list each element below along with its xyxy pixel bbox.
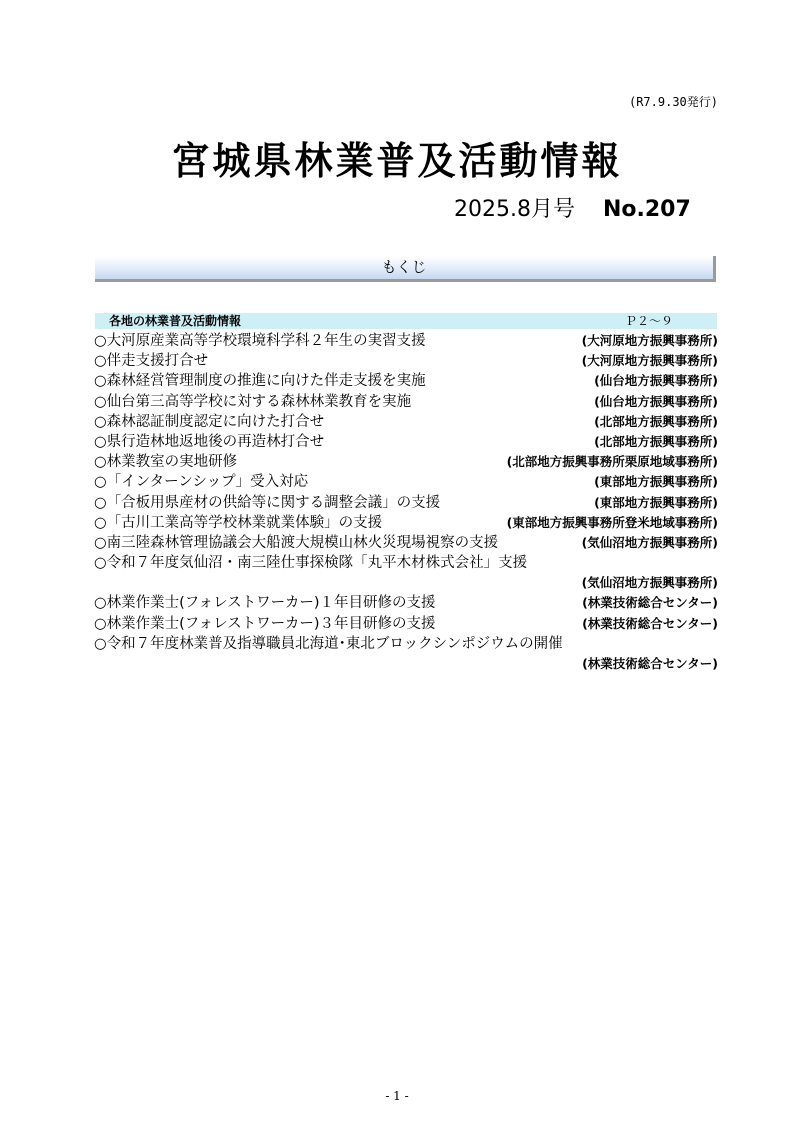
toc-entry-title: ○令和７年度林業普及指導職員北海道･東北ブロックシンポジウムの開催 bbox=[94, 635, 563, 652]
section-label: 各地の林業普及活動情報 bbox=[109, 314, 242, 328]
toc-entry-office: (北部地方振興事務所) bbox=[594, 413, 718, 429]
toc-entry-title: ○「合板用県産材の供給等に関する調整会議」の支援 bbox=[94, 494, 441, 511]
issue-line bbox=[454, 192, 691, 223]
page-number: - 1 - bbox=[385, 1089, 409, 1103]
toc-entry-title: ○林業教室の実地研修 bbox=[94, 454, 238, 471]
toc-entry[interactable] bbox=[94, 553, 720, 593]
toc-entry-office: (気仙沼地方振興事務所) bbox=[581, 534, 718, 550]
toc-entry-office: (林業技術総合センター) bbox=[582, 595, 718, 611]
toc-entry-title: ○森林認証制度認定に向けた打合せ bbox=[94, 413, 325, 430]
toc-entry[interactable] bbox=[94, 412, 720, 432]
toc-entry-office: (気仙沼地方振興事務所) bbox=[581, 575, 718, 591]
toc-entry-title: ○伴走支援打合せ bbox=[94, 353, 209, 370]
toc-entry-title: ○仙台第三高等学校に対する森林林業教育を実施 bbox=[94, 393, 412, 410]
toc-entry-title: ○南三陸森林管理協議会大船渡大規模山林火災現場視察の支援 bbox=[94, 534, 499, 551]
toc-entry[interactable] bbox=[94, 513, 720, 533]
toc-entry-office: (仙台地方振興事務所) bbox=[594, 393, 718, 409]
issue-date: (R7.9.30発行) bbox=[628, 95, 718, 109]
toc-entry-office: (大河原地方振興事務所) bbox=[581, 353, 718, 369]
toc-entry-title: ○大河原産業高等学校環境科学科２年生の実習支援 bbox=[94, 333, 426, 349]
toc-entry[interactable] bbox=[94, 351, 720, 371]
toc-entry[interactable] bbox=[94, 392, 720, 412]
toc-entry[interactable] bbox=[94, 371, 720, 391]
issue-number: No.207 bbox=[602, 197, 691, 222]
toc-entry-office: (林業技術総合センター) bbox=[582, 655, 718, 671]
toc-entry-title: ○林業作業士(フォレストワーカー)１年目研修の支援 bbox=[94, 595, 436, 612]
section-bar bbox=[95, 313, 717, 329]
toc-entry[interactable] bbox=[94, 614, 720, 634]
toc-entry-office: (北部地方振興事務所) bbox=[594, 433, 718, 449]
toc-entry-office: (東部地方振興事務所登米地域事務所) bbox=[506, 514, 718, 530]
toc-entry[interactable] bbox=[94, 533, 720, 553]
section-pages: Ｐ２～９ bbox=[625, 314, 674, 328]
toc-entry-office: (林業技術総合センター) bbox=[582, 615, 718, 631]
toc-entry[interactable] bbox=[94, 432, 720, 452]
toc-heading: もくじ bbox=[95, 256, 716, 282]
document-title: 宮城県林業普及活動情報 bbox=[171, 139, 623, 183]
toc-entry-title: ○森林経営管理制度の推進に向けた伴走支援を実施 bbox=[94, 373, 426, 390]
toc-entry-title: ○「インターンシップ」受入対応 bbox=[94, 474, 309, 491]
toc-entry-office: (東部地方振興事務所) bbox=[594, 494, 718, 510]
toc-entry-office: (大河原地方振興事務所) bbox=[581, 333, 718, 348]
toc-entry[interactable] bbox=[94, 493, 720, 513]
toc-entry-title: ○「古川工業高等学校林業就業体験」の支援 bbox=[94, 514, 383, 531]
toc-entry[interactable] bbox=[94, 634, 720, 674]
toc-entry-title: ○令和７年度気仙沼・南三陸仕事探検隊「丸平木材株式会社」支援 bbox=[94, 555, 528, 572]
toc-entry[interactable] bbox=[94, 472, 720, 492]
toc-entry[interactable] bbox=[94, 331, 720, 351]
toc-entry[interactable] bbox=[94, 593, 720, 613]
toc-entry-office: (北部地方振興事務所栗原地域事務所) bbox=[506, 454, 718, 470]
toc-entry-office: (仙台地方振興事務所) bbox=[594, 373, 718, 389]
issue-month: 2025.8月号 bbox=[454, 197, 575, 222]
toc-entry[interactable] bbox=[94, 452, 720, 472]
toc-list bbox=[94, 331, 720, 674]
toc-entry-title: ○県行造林地返地後の再造林打合せ bbox=[94, 433, 325, 450]
toc-entry-office: (東部地方振興事務所) bbox=[594, 474, 718, 490]
toc-entry-title: ○林業作業士(フォレストワーカー)３年目研修の支援 bbox=[94, 615, 436, 632]
